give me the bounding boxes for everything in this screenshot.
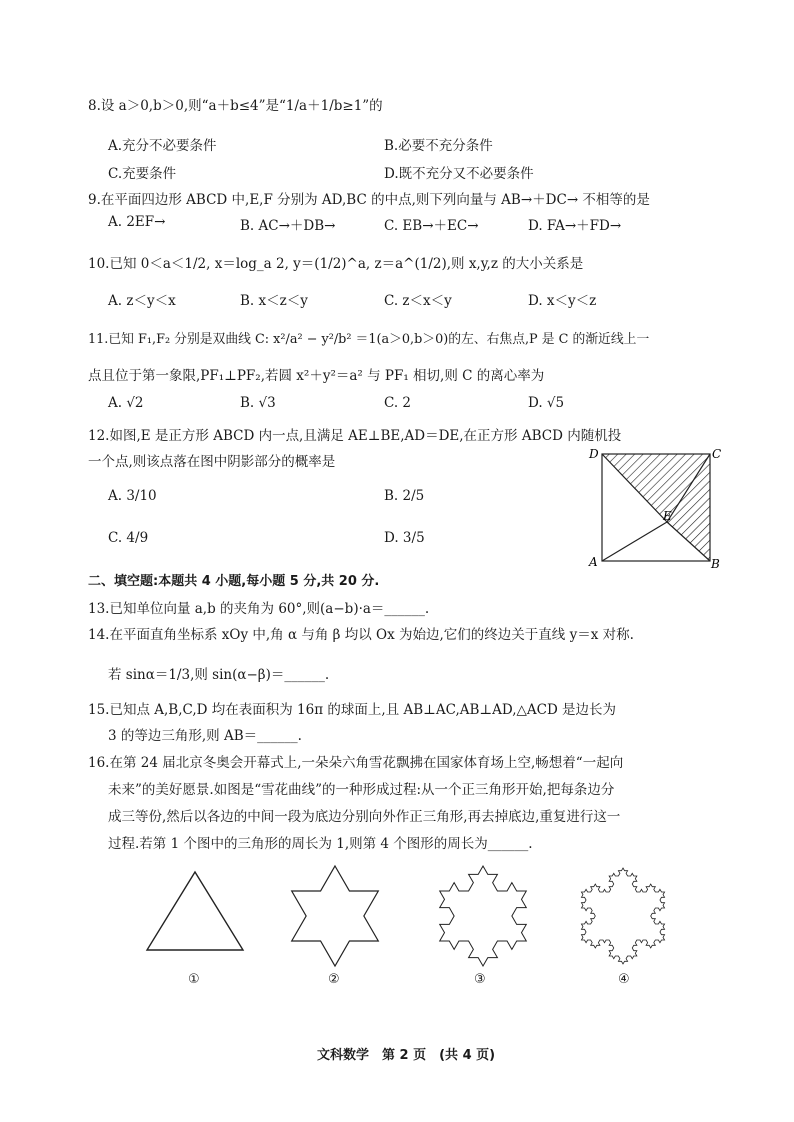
q9-option-c: C. EB→＋EC→ xyxy=(384,218,479,234)
question-9-stem: 9.在平面四边形 ABCD 中,E,F 分别为 AD,BC 的中点,则下列向量与 AB→＋DC→ 不相等的是 xyxy=(88,192,650,208)
square-figure-12 xyxy=(585,444,721,570)
question-11-line-1: 11.已知 F₁,F₂ 分别是双曲线 C: x²/a² − y²/b² ＝1(a＞0,b＞0)的左、右焦点,P 是 C 的渐近线上一 xyxy=(88,332,650,347)
q10-option-b: B. x＜z＜y xyxy=(240,293,308,309)
q10-option-d: D. x＜y＜z xyxy=(528,293,597,309)
figure-label-1: ① xyxy=(188,972,200,987)
question-8-stem: 8.设 a＞0,b＞0,则“a＋b≤4”是“1/a＋1/b≥1”的 xyxy=(88,98,383,114)
figure-label-3: ③ xyxy=(474,972,486,987)
q12-option-b: B. 2/5 xyxy=(384,488,425,504)
question-15-line-2: 3 的等边三角形,则 AB＝______. xyxy=(108,728,302,744)
page-footer: 文科数学 第 2 页 (共 4 页) xyxy=(317,1048,496,1063)
q11-option-b: B. √3 xyxy=(240,395,276,411)
question-12-line-1: 12.如图,E 是正方形 ABCD 内一点,且满足 AE⊥BE,AD＝DE,在正方形 ABCD 内随机投 xyxy=(88,428,622,444)
label-a: A xyxy=(589,555,598,569)
question-16-line-1: 16.在第 24 届北京冬奥会开幕式上,一朵朵六角雪花飘拂在国家体育场上空,畅想着“一起向 xyxy=(88,755,624,771)
q12-option-c: C. 4/9 xyxy=(108,530,149,546)
q8-option-a: A.充分不必要条件 xyxy=(108,138,217,154)
q8-option-d: D.既不充分又不必要条件 xyxy=(384,166,534,182)
question-15-line-1: 15.已知点 A,B,C,D 均在表面积为 16π 的球面上,且 AB⊥AC,AB⊥AD,△ACD 是边长为 xyxy=(88,702,617,718)
question-11-line-2: 点且位于第一象限,PF₁⊥PF₂,若圆 x²＋y²＝a² 与 PF₁ 相切,则 C 的离心率为 xyxy=(88,368,545,384)
label-c: C xyxy=(712,447,721,461)
q9-option-a: A. 2EF→ xyxy=(108,214,166,230)
q8-option-b: B.必要不充分条件 xyxy=(384,138,493,154)
q11-option-d: D. √5 xyxy=(528,395,565,411)
figure-label-2: ② xyxy=(328,972,340,987)
koch-level-3-shape xyxy=(440,866,527,966)
q9-option-d: D. FA→＋FD→ xyxy=(528,218,622,234)
snowflake-figure-2 xyxy=(280,858,390,968)
q11-option-c: C. 2 xyxy=(384,395,412,411)
question-14-line-1: 14.在平面直角坐标系 xOy 中,角 α 与角 β 均以 Ox 为始边,它们的终边关于直线 y＝x 对称. xyxy=(88,627,634,643)
q9-option-b: B. AC→＋DB→ xyxy=(240,218,336,234)
question-12-line-2: 一个点,则该点落在图中阴影部分的概率是 xyxy=(88,454,336,470)
segment-ae xyxy=(602,522,667,561)
question-13: 13.已知单位向量 a,b 的夹角为 60°,则(a−b)·a＝______. xyxy=(88,601,430,617)
q10-option-a: A. z＜y＜x xyxy=(108,293,176,309)
figure-label-4: ④ xyxy=(618,972,630,987)
question-16-line-3: 成三等份,然后以各边的中间一段为底边分别向外作正三角形,再去掉底边,重复进行这一 xyxy=(108,809,621,825)
question-16-line-2: 未来”的美好愿景.如图是“雪花曲线”的一种形成过程:从一个正三角形开始,把每条边分 xyxy=(108,782,615,798)
q11-option-a: A. √2 xyxy=(108,395,144,411)
label-e: E xyxy=(663,509,672,523)
star-shape xyxy=(292,866,379,966)
question-14-line-2: 若 sinα＝1/3,则 sin(α−β)＝______. xyxy=(108,667,330,683)
question-10-stem: 10.已知 0＜a＜1/2, x＝log_a 2, y＝(1/2)^a, z＝a^(1/2),则 x,y,z 的大小关系是 xyxy=(88,256,584,272)
koch-level-4-shape xyxy=(581,868,664,964)
triangle-shape xyxy=(147,872,243,950)
label-b: B xyxy=(711,557,720,570)
label-d: D xyxy=(589,447,599,461)
section-2-heading: 二、填空题:本题共 4 小题,每小题 5 分,共 20 分. xyxy=(88,574,380,589)
snowflake-figure-1 xyxy=(140,866,250,956)
q10-option-c: C. z＜x＜y xyxy=(384,293,452,309)
snowflake-figure-3 xyxy=(428,858,538,968)
q12-option-a: A. 3/10 xyxy=(108,488,157,504)
q8-option-c: C.充要条件 xyxy=(108,166,177,182)
snowflake-figure-4 xyxy=(568,858,678,968)
q12-option-d: D. 3/5 xyxy=(384,530,425,546)
question-16-line-4: 过程.若第 1 个图中的三角形的周长为 1,则第 4 个图形的周长为______. xyxy=(108,836,533,852)
